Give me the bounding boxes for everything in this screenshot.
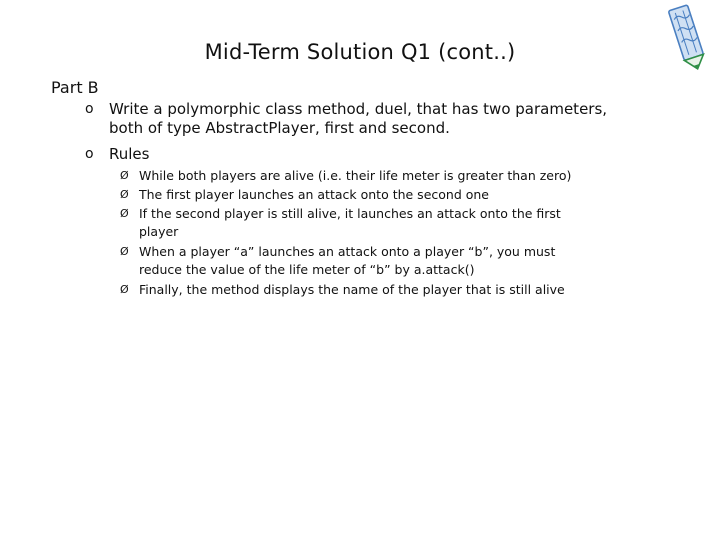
rule-text-line: While both players are alive (i.e. their life meter is greater than zero) bbox=[139, 168, 572, 183]
rule-text-line: If the second player is still alive, it launches an attack onto the first bbox=[139, 206, 561, 221]
rule-text-line: Finally, the method displays the name of the player that is still alive bbox=[139, 282, 565, 297]
bullet-text-line: Write a polymorphic class method, duel, that has two parameters, bbox=[109, 100, 608, 118]
bullet-marker: o bbox=[85, 146, 94, 162]
rule-text-line: When a player “a” launches an attack onto a player “b”, you must bbox=[139, 244, 556, 259]
rule-text-line: The first player launches an attack onto the second one bbox=[139, 187, 489, 202]
section-label: Part B bbox=[51, 78, 99, 97]
arrow-bullet-icon: Ø bbox=[120, 207, 129, 220]
arrow-bullet-icon: Ø bbox=[120, 283, 129, 296]
arrow-bullet-icon: Ø bbox=[120, 169, 129, 182]
arrow-bullet-icon: Ø bbox=[120, 188, 129, 201]
bullet-marker: o bbox=[85, 101, 94, 117]
arrow-bullet-icon: Ø bbox=[120, 245, 129, 258]
rule-text-line: player bbox=[139, 224, 179, 239]
pencil-logo-icon bbox=[666, 4, 712, 74]
bullet-text-line: both of type AbstractPlayer, first and second. bbox=[109, 119, 450, 137]
rule-text-line: reduce the value of the life meter of “b” by a.attack() bbox=[139, 262, 475, 277]
bullet-text-line: Rules bbox=[109, 145, 150, 163]
slide-title: Mid-Term Solution Q1 (cont..) bbox=[204, 40, 516, 64]
